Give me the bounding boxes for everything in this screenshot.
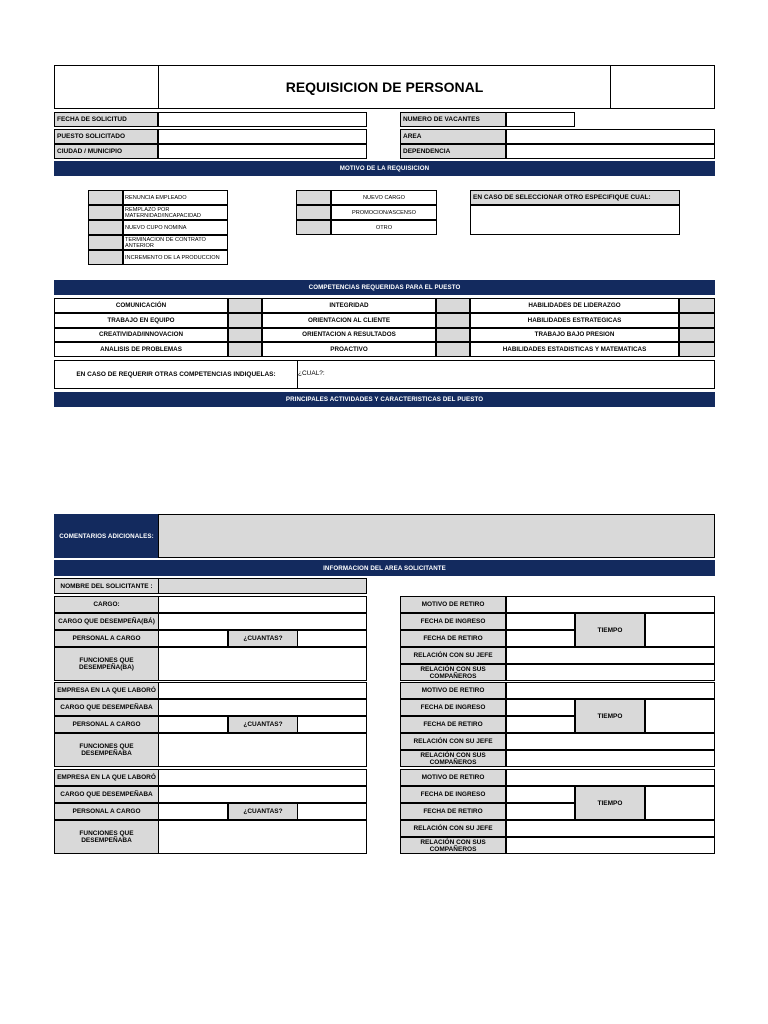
competencia-label: HABILIDADES DE LIDERAZGO bbox=[470, 298, 679, 313]
numero-vacantes-field[interactable] bbox=[506, 112, 575, 127]
puesto-solicitado-field[interactable] bbox=[158, 129, 367, 144]
competencia-checkbox[interactable] bbox=[679, 298, 715, 313]
tiempo-field[interactable] bbox=[645, 699, 715, 733]
block-right-label: RELACIÓN CON SU JEFE bbox=[400, 647, 506, 664]
motivo-checkbox-remplazo[interactable] bbox=[88, 205, 123, 220]
motivo-option-nuevo-cargo: NUEVO CARGO bbox=[331, 190, 437, 205]
block-left-label: CARGO QUE DESEMPEÑABA bbox=[54, 699, 159, 716]
competencia-label: TRABAJO BAJO PRESION bbox=[470, 328, 679, 343]
block-right-field[interactable] bbox=[506, 820, 715, 837]
area-label: AREA bbox=[400, 129, 506, 144]
fecha-solicitud-label: FECHA DE SOLICITUD bbox=[54, 112, 158, 127]
competencia-checkbox[interactable] bbox=[679, 328, 715, 343]
tiempo-label: TIEMPO bbox=[575, 613, 645, 647]
motivo-section-bar: MOTIVO DE LA REQUISICION bbox=[54, 161, 715, 176]
block-right-label: RELACIÓN CON SU JEFE bbox=[400, 733, 506, 750]
motivo-checkbox-nuevo-cargo[interactable] bbox=[296, 190, 331, 205]
block-left-label: PERSONAL A CARGO bbox=[54, 803, 159, 820]
puesto-solicitado-label: PUESTO SOLICITADO bbox=[54, 129, 158, 144]
comentarios-label: COMENTARIOS ADICIONALES: bbox=[54, 514, 159, 558]
block-right-field[interactable] bbox=[506, 596, 715, 613]
competencia-label: TRABAJO EN EQUIPO bbox=[54, 313, 228, 328]
block-left-label: CARGO QUE DESEMPEÑA(BÁ) bbox=[54, 613, 159, 630]
block-right-field[interactable] bbox=[506, 769, 715, 786]
personal-a-cargo-field[interactable] bbox=[158, 716, 228, 733]
otro-especifique-field[interactable] bbox=[470, 205, 680, 235]
motivo-checkbox-renuncia[interactable] bbox=[88, 190, 123, 205]
block-right-label: FECHA DE RETIRO bbox=[400, 803, 506, 820]
dependencia-field[interactable] bbox=[506, 144, 715, 159]
fecha-retiro-field[interactable] bbox=[506, 630, 575, 647]
fecha-ingreso-field[interactable] bbox=[506, 613, 575, 630]
block-left-label: EMPRESA EN LA QUE LABORÓ bbox=[54, 682, 159, 699]
nombre-solicitante-field[interactable] bbox=[158, 578, 367, 594]
tiempo-label: TIEMPO bbox=[575, 786, 645, 820]
ciudad-field[interactable] bbox=[158, 144, 367, 159]
cual-label: ¿CUAL?: bbox=[298, 370, 325, 377]
competencia-label: COMUNICACIÓN bbox=[54, 298, 228, 313]
cuantas-field[interactable] bbox=[297, 803, 367, 820]
block-left-field[interactable] bbox=[158, 596, 367, 613]
competencia-label: ORIENTACION AL CLIENTE bbox=[262, 313, 436, 328]
cuantas-label: ¿CUANTAS? bbox=[228, 716, 298, 733]
cuantas-field[interactable] bbox=[297, 630, 367, 647]
motivo-option-terminacion: TERMINACION DE CONTRATO ANTERIOR bbox=[123, 235, 228, 250]
competencia-label: PROACTIVO bbox=[262, 342, 436, 357]
fecha-retiro-field[interactable] bbox=[506, 716, 575, 733]
personal-a-cargo-field[interactable] bbox=[158, 803, 228, 820]
ciudad-label: CIUDAD / MUNICIPIO bbox=[54, 144, 158, 159]
block-right-field[interactable] bbox=[506, 647, 715, 664]
tiempo-field[interactable] bbox=[645, 613, 715, 647]
cuantas-label: ¿CUANTAS? bbox=[228, 630, 298, 647]
block-right-label: RELACIÓN CON SU JEFE bbox=[400, 820, 506, 837]
competencia-checkbox[interactable] bbox=[228, 298, 262, 313]
comentarios-field[interactable] bbox=[158, 514, 715, 558]
competencias-section-bar: COMPETENCIAS REQUERIDAS PARA EL PUESTO bbox=[54, 280, 715, 295]
logo-cell bbox=[54, 65, 159, 109]
block-right-label: RELACIÓN CON SUS COMPAÑEROS bbox=[400, 664, 506, 681]
block-left-label: EMPRESA EN LA QUE LABORÓ bbox=[54, 769, 159, 786]
block-right-label: MOTIVO DE RETIRO bbox=[400, 769, 506, 786]
block-left-label: FUNCIONES QUE DESEMPEÑA(BA) bbox=[54, 647, 159, 681]
actividades-field[interactable] bbox=[54, 407, 715, 513]
block-right-label: FECHA DE RETIRO bbox=[400, 716, 506, 733]
block-right-label: MOTIVO DE RETIRO bbox=[400, 682, 506, 699]
block-left-label: FUNCIONES QUE DESEMPEÑABA bbox=[54, 820, 159, 854]
block-right-label: RELACIÓN CON SUS COMPAÑEROS bbox=[400, 750, 506, 767]
fecha-solicitud-field[interactable] bbox=[158, 112, 367, 127]
funciones-field[interactable] bbox=[158, 647, 367, 681]
block-left-field[interactable] bbox=[158, 613, 367, 630]
block-left-label: FUNCIONES QUE DESEMPEÑABA bbox=[54, 733, 159, 767]
motivo-option-renuncia: RENUNCIA EMPLEADO bbox=[123, 190, 228, 205]
area-field[interactable] bbox=[506, 129, 715, 144]
competencia-label: HABILIDADES ESTRATEGICAS bbox=[470, 313, 679, 328]
competencia-label: ANALISIS DE PROBLEMAS bbox=[54, 342, 228, 357]
block-left-label: PERSONAL A CARGO bbox=[54, 716, 159, 733]
competencia-label: INTEGRIDAD bbox=[262, 298, 436, 313]
block-right-field[interactable] bbox=[506, 733, 715, 750]
motivo-checkbox-promocion[interactable] bbox=[296, 205, 331, 220]
block-right-field[interactable] bbox=[506, 750, 715, 767]
block-left-field[interactable] bbox=[158, 769, 367, 786]
tiempo-label: TIEMPO bbox=[575, 699, 645, 733]
block-left-field[interactable] bbox=[158, 682, 367, 699]
motivo-option-otro: OTRO bbox=[331, 220, 437, 235]
block-left-label: PERSONAL A CARGO bbox=[54, 630, 159, 647]
page-title: REQUISICION DE PERSONAL bbox=[285, 79, 484, 95]
block-right-label: FECHA DE RETIRO bbox=[400, 630, 506, 647]
competencia-label: CREATIVIDAD/INNOVACION bbox=[54, 328, 228, 343]
competencia-label: HABILIDADES ESTADISTICAS Y MATEMATICAS bbox=[470, 342, 679, 357]
motivo-option-incremento: INCREMENTO DE LA PRODUCCION bbox=[123, 250, 228, 265]
block-left-field[interactable] bbox=[158, 699, 367, 716]
fecha-retiro-field[interactable] bbox=[506, 803, 575, 820]
cuantas-field[interactable] bbox=[297, 716, 367, 733]
actividades-section-bar: PRINCIPALES ACTIVIDADES Y CARACTERISTICAS DEL PUESTO bbox=[54, 392, 715, 407]
fecha-ingreso-field[interactable] bbox=[506, 699, 575, 716]
funciones-field[interactable] bbox=[158, 820, 367, 854]
motivo-checkbox-otro[interactable] bbox=[296, 220, 331, 235]
block-right-field[interactable] bbox=[506, 682, 715, 699]
block-right-label: FECHA DE INGRESO bbox=[400, 613, 506, 630]
block-right-field[interactable] bbox=[506, 664, 715, 681]
personal-a-cargo-field[interactable] bbox=[158, 630, 228, 647]
block-left-label: CARGO QUE DESEMPEÑABA bbox=[54, 786, 159, 803]
header-right-cell bbox=[610, 65, 715, 109]
competencia-checkbox[interactable] bbox=[228, 313, 262, 328]
block-left-field[interactable] bbox=[158, 786, 367, 803]
block-right-label: RELACIÓN CON SUS COMPAÑEROS bbox=[400, 837, 506, 854]
motivo-option-nuevo-cupo: NUEVO CUPO NOMINA bbox=[123, 220, 228, 235]
dependencia-label: DEPENDENCIA bbox=[400, 144, 506, 159]
competencia-checkbox[interactable] bbox=[436, 328, 470, 343]
block-right-field[interactable] bbox=[506, 837, 715, 854]
block-left-label: CARGO: bbox=[54, 596, 159, 613]
cuantas-label: ¿CUANTAS? bbox=[228, 803, 298, 820]
block-right-label: FECHA DE INGRESO bbox=[400, 786, 506, 803]
tiempo-field[interactable] bbox=[645, 786, 715, 820]
competencia-checkbox[interactable] bbox=[679, 313, 715, 328]
motivo-option-remplazo: REMPLAZO POR MATERNIDAD/INCAPACIDAD bbox=[123, 205, 228, 220]
competencia-label: ORIENTACION A RESULTADOS bbox=[262, 328, 436, 343]
competencia-checkbox[interactable] bbox=[436, 342, 470, 357]
nombre-solicitante-label: NOMBRE DEL SOLICITANTE : bbox=[54, 578, 159, 594]
competencia-checkbox[interactable] bbox=[436, 298, 470, 313]
block-right-label: MOTIVO DE RETIRO bbox=[400, 596, 506, 613]
funciones-field[interactable] bbox=[158, 733, 367, 767]
motivo-checkbox-nuevo-cupo[interactable] bbox=[88, 220, 123, 235]
competencia-checkbox[interactable] bbox=[228, 328, 262, 343]
otras-competencias-field[interactable] bbox=[297, 360, 715, 389]
competencia-checkbox[interactable] bbox=[436, 313, 470, 328]
otro-especifique-label: EN CASO DE SELECCIONAR OTRO ESPECIFIQUE CUAL: bbox=[470, 190, 680, 205]
otras-competencias-label: EN CASO DE REQUERIR OTRAS COMPETENCIAS INDIQUELAS: bbox=[76, 371, 276, 378]
fecha-ingreso-field[interactable] bbox=[506, 786, 575, 803]
numero-vacantes-label: NUMERO DE VACANTES bbox=[400, 112, 506, 127]
block-right-label: FECHA DE INGRESO bbox=[400, 699, 506, 716]
competencia-checkbox[interactable] bbox=[679, 342, 715, 357]
competencia-checkbox[interactable] bbox=[228, 342, 262, 357]
motivo-checkbox-terminacion[interactable] bbox=[88, 235, 123, 250]
info-area-section-bar: INFORMACION DEL AREA SOLICITANTE bbox=[54, 560, 715, 576]
motivo-checkbox-incremento[interactable] bbox=[88, 250, 123, 265]
motivo-option-promocion: PROMOCION/ASCENSO bbox=[331, 205, 437, 220]
